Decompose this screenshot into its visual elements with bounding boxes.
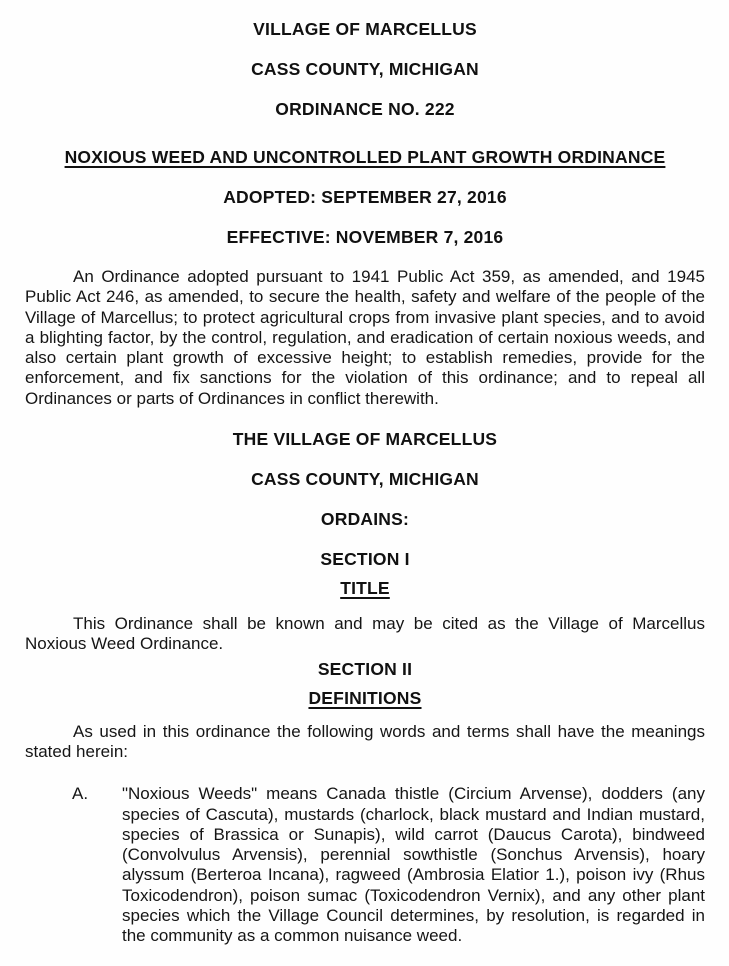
section-1-body: This Ordinance shall be known and may be cited as the Village of Marcellus Noxious Weed Ordinance. [25, 614, 705, 654]
header-village-name: VILLAGE OF MARCELLUS [253, 19, 477, 39]
preamble-paragraph: An Ordinance adopted pursuant to 1941 Public Act 359, as amended, and 1945 Public Act 246, as amended, to secure the health, safety and welfare of the people of the Village of Marcellus; to protect agricultural crops from invasive plant species, and to avoid a blighting factor, by the control, regulation, and eradication of certain noxious weeds, and also certain plant growth of excessive height; to establish remedies, provide for the enforcement, and fix sanctions for the violation of this ordinance; and to repeal all Ordinances or parts of Ordinances in conflict therewith. [25, 267, 705, 408]
definition-item-a-label: A. [72, 784, 89, 804]
ordinance-main-title: NOXIOUS WEED AND UNCONTROLLED PLANT GROWTH ORDINANCE [64, 147, 666, 167]
section-1-heading: SECTION I [320, 549, 410, 570]
section-2-heading: SECTION II [317, 658, 413, 679]
adopted-date-line: ADOPTED: SEPTEMBER 27, 2016 [223, 187, 507, 207]
definition-item-a-text: "Noxious Weeds" means Canada thistle (Circium Arvense), dodders (any species of Cascuta), mustards (charlock, black mustard and Indian mustard, species of Brassica or Sunapis), wild carrot (Daucus Carota), bindweed (Convolvulus Arvensis), perennial sowthistle (Sonchus Arvensis), hoary alyssum (Berteroa Incana), ragweed (Ambrosia Elatior 1.), poison ivy (Rhus Toxicodendron), poison sumac (Toxicodendron Vernix), and any other plant species which the Village Council determines, by resolution, is regarded in the community as a common nuisance weed. [122, 784, 705, 946]
header-county-name: CASS COUNTY, MICHIGAN [251, 59, 479, 79]
definition-item-a [25, 784, 705, 946]
section-1 [25, 549, 705, 655]
ordains-label: ORDAINS: [320, 509, 410, 530]
ordains-village-name: THE VILLAGE OF MARCELLUS [232, 429, 498, 450]
ordains-county-name: CASS COUNTY, MICHIGAN [251, 469, 479, 490]
effective-date-line: EFFECTIVE: NOVEMBER 7, 2016 [226, 227, 504, 247]
section-2 [25, 659, 705, 947]
section-2-intro: As used in this ordinance the following words and terms shall have the meanings stated herein: [25, 721, 705, 761]
ordains-block [25, 429, 705, 529]
section-1-subheading: TITLE [340, 578, 390, 599]
header-ordinance-number: ORDINANCE NO. 222 [275, 99, 455, 119]
section-2-subheading: DEFINITIONS [308, 687, 422, 708]
